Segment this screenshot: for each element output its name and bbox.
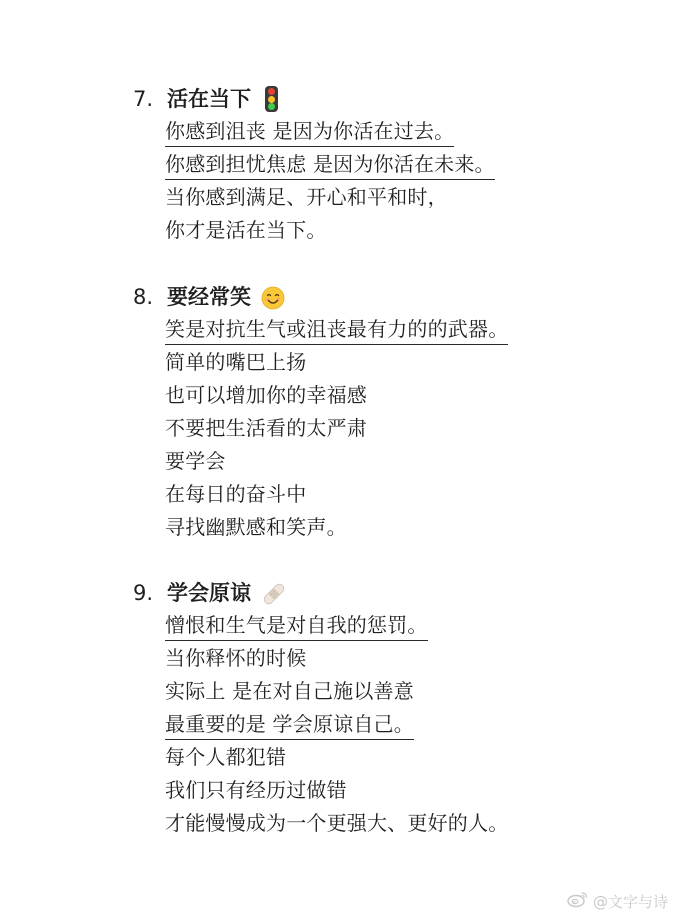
section-title: 活在当下 <box>167 87 251 111</box>
section-line: 每个人都犯错 <box>165 745 287 769</box>
section-line: 寻找幽默感和笑声。 <box>165 515 347 539</box>
section-line: 我们只有经历过做错 <box>165 778 347 802</box>
watermark-text: @文字与诗 <box>592 892 668 911</box>
smiling-face-icon <box>261 284 283 310</box>
bandage-icon <box>261 580 283 606</box>
section-number: 9. <box>133 581 154 605</box>
section-heading <box>133 280 283 314</box>
section-line: 你感到担忧焦虑 是因为你活在未来。 <box>165 148 495 181</box>
section-title: 要经常笑 <box>167 285 251 309</box>
section-line: 简单的嘴巴上扬 <box>165 350 307 374</box>
weibo-logo-icon <box>567 890 589 912</box>
section-heading <box>133 576 283 610</box>
section-line: 当你感到满足、开心和平和时， <box>165 185 448 209</box>
section-number: 8. <box>133 285 154 309</box>
section-line: 才能慢慢成为一个更强大、更好的人。 <box>165 811 509 835</box>
section-line: 你感到沮丧 是因为你活在过去。 <box>165 115 454 148</box>
section-line: 憎恨和生气是对自我的惩罚。 <box>165 609 428 642</box>
section-number: 7. <box>133 87 154 111</box>
section-line: 实际上 是在对自己施以善意 <box>165 679 414 703</box>
section-line: 在每日的奋斗中 <box>165 482 307 506</box>
traffic-light-icon <box>261 86 283 112</box>
watermark <box>567 890 668 912</box>
section-line: 不要把生活看的太严肃 <box>165 416 367 440</box>
section-line: 你才是活在当下。 <box>165 218 327 242</box>
section-line: 也可以增加你的幸福感 <box>165 383 367 407</box>
section-line: 笑是对抗生气或沮丧最有力的的武器。 <box>165 313 508 346</box>
section-line: 当你释怀的时候 <box>165 646 307 670</box>
section-line: 要学会 <box>165 449 226 473</box>
section-heading <box>133 82 283 116</box>
section-line: 最重要的是 学会原谅自己。 <box>165 708 414 741</box>
section-title: 学会原谅 <box>167 581 251 605</box>
